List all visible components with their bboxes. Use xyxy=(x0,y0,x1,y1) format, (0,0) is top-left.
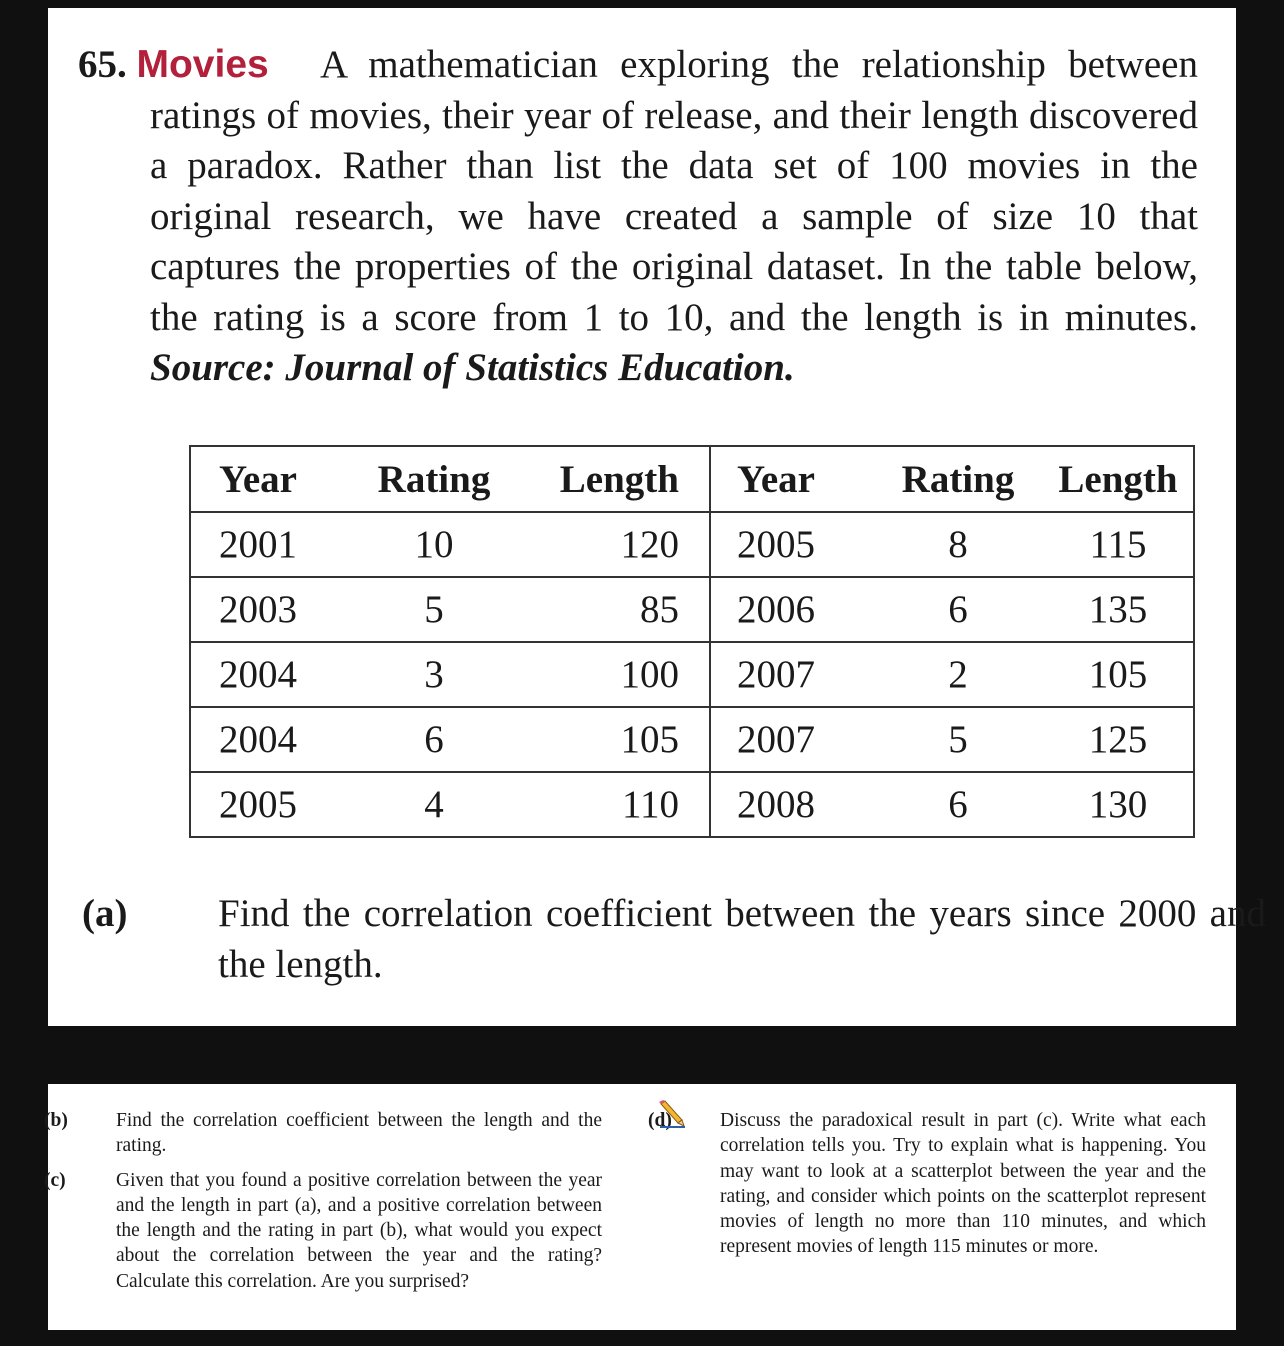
cell: 2008 xyxy=(737,783,815,826)
cell: 85 xyxy=(509,577,710,642)
cell: 5 xyxy=(873,707,1043,772)
header-year-2: Year xyxy=(710,446,873,512)
table-row xyxy=(190,512,1194,577)
cell: 2007 xyxy=(710,707,873,772)
cell: 10 xyxy=(359,512,509,577)
left-column xyxy=(44,1108,602,1294)
header-rating-2: Rating xyxy=(873,446,1043,512)
problem-keyword: Movies xyxy=(136,43,269,86)
part-b-label: (b) xyxy=(44,1110,68,1131)
cell: 110 xyxy=(509,772,710,837)
cell: 130 xyxy=(1088,783,1148,826)
header-length-1: Length xyxy=(509,446,710,512)
cell: 2004 xyxy=(190,642,359,707)
cell: 100 xyxy=(509,642,710,707)
cell: 2 xyxy=(873,642,1043,707)
movies-table xyxy=(189,445,1195,838)
part-d-label: (d) xyxy=(648,1110,672,1131)
header-year-1: Year xyxy=(190,446,359,512)
part-a xyxy=(82,888,1266,990)
table-header-row xyxy=(190,446,1194,512)
cell: 2004 xyxy=(190,707,359,772)
part-c xyxy=(44,1168,602,1294)
cell: 5 xyxy=(359,577,509,642)
cell: 8 xyxy=(873,512,1043,577)
cell: 2006 xyxy=(710,577,873,642)
cell: 120 xyxy=(509,512,710,577)
part-d-text: Discuss the paradoxical result in part (c). Write what each correlation tells you. Try to explain what is happening. You may want to look at a scatterplot between the year and the rating, and consider which points on the scatterplot represent movies of length no more than 110 minutes, and which represent movies of length 115 minutes or more. xyxy=(720,1110,1206,1258)
part-a-text: Find the correlation coefficient between the years since 2000 and the length. xyxy=(218,892,1266,986)
cell: 2005 xyxy=(710,512,873,577)
table-row xyxy=(190,772,1194,837)
cell: 2003 xyxy=(190,577,359,642)
part-b xyxy=(44,1108,602,1159)
table-row xyxy=(190,707,1194,772)
cell: 6 xyxy=(948,783,968,826)
cell: 4 xyxy=(424,783,444,826)
cell: 115 xyxy=(1043,512,1194,577)
bottom-page-panel xyxy=(44,1084,1236,1330)
cell: 105 xyxy=(509,707,710,772)
header-rating-1: Rating xyxy=(359,446,509,512)
top-page-panel xyxy=(48,8,1266,1026)
header-length-2: Length xyxy=(1043,446,1194,512)
problem-number: 65. xyxy=(78,43,127,86)
cell: 2007 xyxy=(710,642,873,707)
part-b-text: Find the correlation coefficient between the length and the rating. xyxy=(116,1110,602,1157)
part-a-label: (a) xyxy=(82,892,128,935)
cell: 2005 xyxy=(219,783,297,826)
cell: 105 xyxy=(1043,642,1194,707)
table-row xyxy=(190,642,1194,707)
cell: 6 xyxy=(359,707,509,772)
problem-statement xyxy=(78,40,1198,394)
part-c-label: (c) xyxy=(44,1169,66,1191)
cell: 135 xyxy=(1043,577,1194,642)
cell: 125 xyxy=(1043,707,1194,772)
part-c-text: Given that you found a positive correlation between the year and the length in part (a), and a positive correlation between the length and the rating in part (b), what would you expect about the correlation between the year and the rating? Calculate this correlation. Are you surprised? xyxy=(116,1169,602,1292)
right-column xyxy=(648,1108,1206,1260)
part-d xyxy=(648,1108,1206,1260)
table-row xyxy=(190,577,1194,642)
pencil-icon xyxy=(658,1100,686,1128)
problem-source: Source: Journal of Statistics Education. xyxy=(150,346,795,389)
cell: 6 xyxy=(873,577,1043,642)
cell: 3 xyxy=(359,642,509,707)
problem-text: A mathematician exploring the relationship between ratings of movies, their year of release, and their length discovered a paradox. Rather than list the data set of 100 movies in the original research, we have created a sample of size 10 that captures the properties of the original dataset. In the table below, the rating is a score from 1 to 10, and the length is in minutes. xyxy=(150,43,1198,339)
cell: 2001 xyxy=(190,512,359,577)
